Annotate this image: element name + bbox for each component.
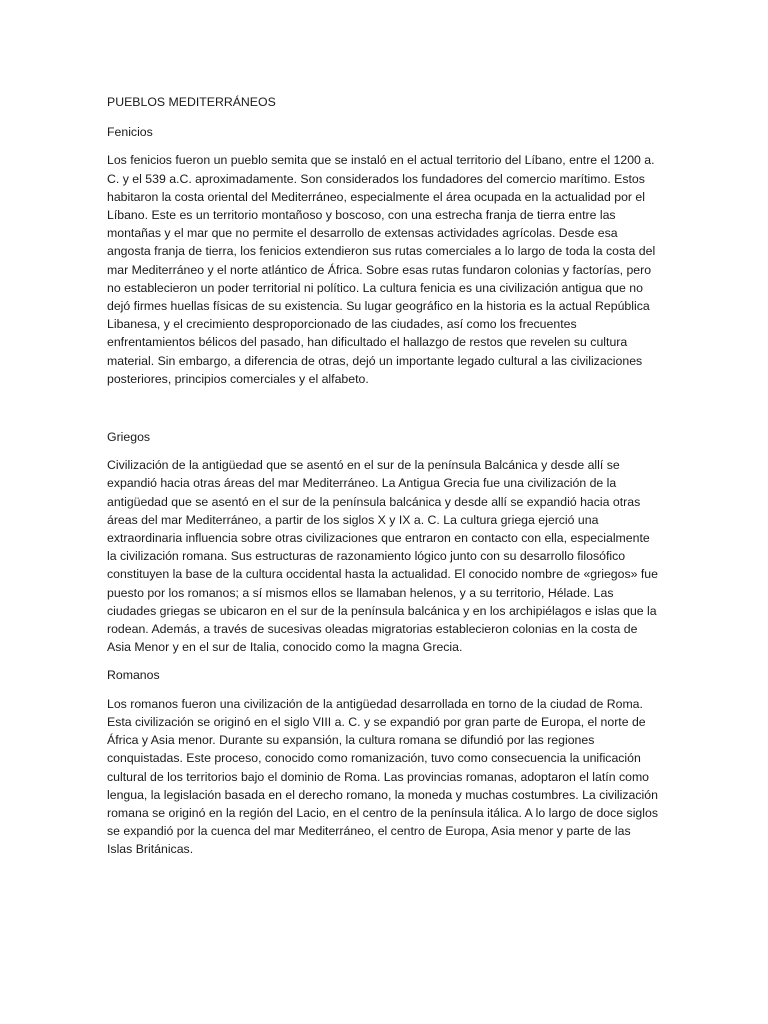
section-heading-romanos: Romanos bbox=[107, 668, 160, 683]
section-body-fenicios: Los fenicios fueron un pueblo semita que se instaló en el actual territorio del Líbano, entre el 1200 a. C. y el 539 a.C. aproximadamente. Son considerados los fundadores del comercio marítimo. Estos habitaron la costa oriental del Mediterráneo, especialmente el área ocupada en la actualidad por el Líbano. Este es un territorio montañoso y boscoso, con una estrecha franja de tierra entre las montañas y el mar que no permite el desarrollo de extensas actividades agrícolas. Desde esa angosta franja de tierra, los fenicios extendieron sus rutas comerciales a lo largo de toda la costa del mar Mediterráneo y el norte atlántico de África. Sobre esas rutas fundaron colonias y factorías, pero no establecieron un poder territorial ni político. La cultura fenicia es una civilización antigua que no dejó firmes huellas físicas de su existencia. Su lugar geográfico en la historia es la actual República Libanesa, y el crecimiento desproporcionado de las ciudades, así como los frecuentes enfrentamientos bélicos del pasado, han dificultado el hallazgo de restos que revelen su cultura material. Sin embargo, a diferencia de otras, dejó un importante legado cultural a las civilizaciones posteriores, principios comerciales y el alfabeto. bbox=[107, 153, 656, 386]
section-heading-fenicios: Fenicios bbox=[107, 125, 153, 140]
section-heading-griegos: Griegos bbox=[107, 430, 151, 445]
section-body-griegos: Civilización de la antigüedad que se asentó en el sur de la península Balcánica y desde allí se expandió hacia otras áreas del mar Mediterráneo. La Antigua Grecia fue una civilización de la antigüedad que se asentó en el sur de la península balcánica y desde allí se expandió hacia otras áreas del mar Mediterráneo, a partir de los siglos X y IX a. C. La cultura griega ejerció una extraordinaria influencia sobre otras civilizaciones que entraron en contacto con ella, especialmente la civilización romana. Sus estructuras de razonamiento lógico junto con su desarrollo filosófico constituyen la base de la cultura occidental hasta la actualidad. El conocido nombre de «griegos» fue puesto por los romanos; a sí mismos ellos se llamaban helenos, y a su territorio, Hélade. Las ciudades griegas se ubicaron en el sur de la península balcánica y en los archipiélagos e islas que la rodean. Además, a través de sucesivas oleadas migratorias establecieron colonias en la costa de Asia Menor y en el sur de Italia, conocido como la magna Grecia. bbox=[107, 458, 658, 655]
document-title: PUEBLOS MEDITERRÁNEOS bbox=[107, 95, 276, 109]
section-body-romanos: Los romanos fueron una civilización de la antigüedad desarrollada en torno de la ciudad de Roma. Esta civilización se originó en el siglo VIII a. C. y se expandió por gran parte de Europa, el norte de África y Asia menor. Durante su expansión, la cultura romana se difundió por las regiones conquistadas. Este proceso, conocido como romanización, tuvo como consecuencia la unificación cultural de los territorios bajo el dominio de Roma. Las provincias romanas, adoptaron el latín como lengua, la legislación basada en el derecho romano, la moneda y muchas costumbres. La civilización romana se originó en la región del Lacio, en el centro de la península itálica. A lo largo de doce siglos se expandió por la cuenca del mar Mediterráneo, el centro de Europa, Asia menor y parte de las Islas Británicas. bbox=[107, 696, 658, 857]
document-page bbox=[107, 93, 659, 859]
section-griegos bbox=[107, 428, 659, 656]
section-fenicios bbox=[107, 123, 659, 388]
section-romanos bbox=[107, 666, 659, 858]
